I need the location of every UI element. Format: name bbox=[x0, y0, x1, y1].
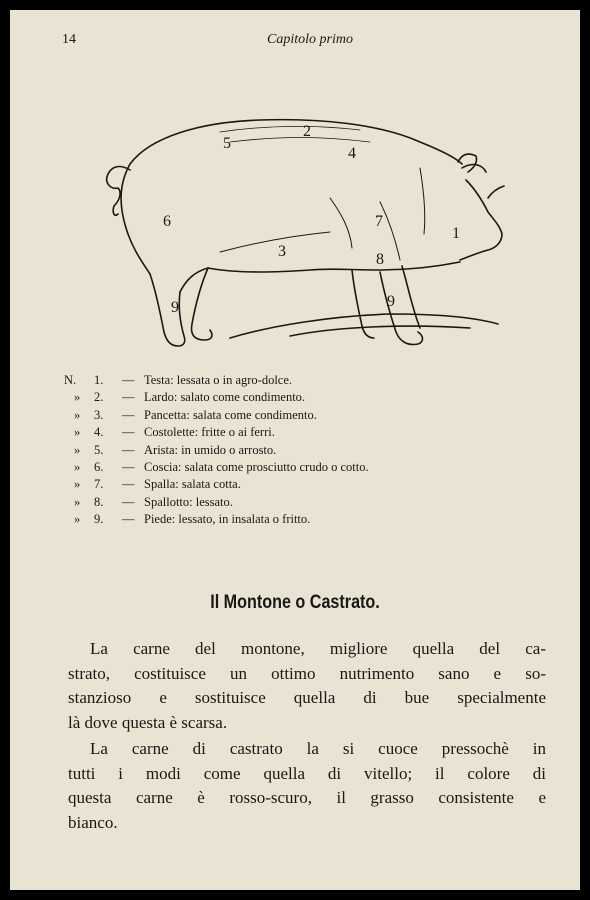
legend-number: 2. bbox=[94, 390, 104, 405]
legend-text: Coscia: salata come prosciutto crudo o cotto. bbox=[144, 460, 369, 475]
cuts-legend bbox=[64, 372, 544, 529]
page-number: 14 bbox=[62, 32, 76, 47]
legend-item bbox=[64, 442, 544, 459]
legend-item bbox=[64, 407, 544, 424]
pig-tail bbox=[107, 167, 130, 216]
legend-prefix: » bbox=[74, 425, 81, 440]
legend-item bbox=[64, 459, 544, 476]
text-line: La carne di castrato la si cuoce pressochè in bbox=[90, 739, 546, 758]
cut-label-9-front: 9 bbox=[387, 293, 395, 310]
cut-label-4: 4 bbox=[348, 145, 356, 162]
legend-text: Spalla: salata cotta. bbox=[144, 477, 241, 492]
legend-number: 4. bbox=[94, 425, 104, 440]
section-body bbox=[68, 637, 546, 835]
legend-prefix: N. bbox=[64, 373, 77, 387]
cut-label-5: 5 bbox=[223, 135, 231, 152]
book-page bbox=[10, 10, 580, 890]
legend-item bbox=[64, 511, 544, 528]
text-line: tutti i modi come quella di vitello; il colore di bbox=[68, 763, 546, 783]
pig-hind-leg bbox=[150, 274, 185, 346]
cut-label-7: 7 bbox=[375, 213, 383, 230]
legend-text: Pancetta: salata come condimento. bbox=[144, 407, 317, 422]
text-line: La carne del montone, migliore quella del ca- bbox=[90, 639, 546, 658]
legend-dash: — bbox=[122, 425, 135, 440]
cut-label-9-hind: 9 bbox=[171, 299, 179, 316]
paragraph bbox=[68, 637, 546, 735]
pig-snout bbox=[460, 180, 502, 260]
legend-dash: — bbox=[122, 494, 135, 509]
cut-label-3: 3 bbox=[278, 243, 286, 260]
text-line: stanzioso e sostituisce quella di bue specialmente bbox=[68, 688, 546, 707]
legend-text: Piede: lessato, in insalata o fritto. bbox=[144, 512, 311, 527]
legend-dash: — bbox=[122, 512, 135, 527]
legend-number: 1. bbox=[94, 373, 104, 387]
legend-item bbox=[64, 424, 544, 441]
text-line: là dove questa è scarsa. bbox=[68, 712, 228, 732]
legend-number: 8. bbox=[94, 494, 104, 509]
cut-label-6: 6 bbox=[163, 213, 171, 230]
pig-belly bbox=[208, 262, 460, 272]
legend-prefix: » bbox=[74, 442, 81, 457]
page-header bbox=[10, 22, 580, 47]
legend-dash: — bbox=[122, 460, 135, 475]
legend-text: Arista: in umido o arrosto. bbox=[144, 442, 277, 457]
legend-number: 6. bbox=[94, 460, 104, 475]
legend-dash: — bbox=[122, 373, 135, 387]
legend-item bbox=[64, 476, 544, 493]
legend-text: Testa: lessata o in agro-dolce. bbox=[144, 373, 293, 387]
legend-text: Lardo: salato come condimento. bbox=[144, 390, 306, 405]
legend-prefix: » bbox=[74, 460, 81, 475]
text-line: questa carne è rosso-scuro, il grasso consistente e bbox=[68, 788, 546, 807]
legend-item bbox=[64, 494, 544, 511]
legend-text: Costolette: fritte o ai ferri. bbox=[144, 425, 275, 440]
legend-number: 3. bbox=[94, 407, 104, 422]
ground-shadow bbox=[230, 314, 498, 338]
legend-prefix: » bbox=[74, 477, 81, 492]
legend-dash: — bbox=[122, 390, 135, 405]
legend-number: 5. bbox=[94, 442, 104, 457]
legend-item bbox=[64, 389, 544, 406]
cut-label-2: 2 bbox=[303, 123, 311, 140]
legend-prefix: » bbox=[74, 494, 81, 509]
legend-dash: — bbox=[122, 477, 135, 492]
legend-text: Spallotto: lessato. bbox=[144, 494, 233, 509]
cut-line bbox=[220, 232, 330, 252]
pig-cuts-illustration bbox=[90, 102, 510, 362]
legend-dash: — bbox=[122, 442, 135, 457]
running-head: Capitolo primo bbox=[267, 32, 353, 47]
legend-number: 7. bbox=[94, 477, 104, 492]
text-line: bianco. bbox=[68, 812, 118, 832]
legend-item bbox=[64, 372, 544, 389]
legend-prefix: » bbox=[74, 390, 81, 405]
legend-number: 9. bbox=[94, 512, 104, 527]
legend-dash: — bbox=[122, 407, 135, 422]
cut-label-8: 8 bbox=[376, 251, 384, 268]
pig-rump bbox=[121, 164, 150, 274]
section-title: Il Montone o Castrato. bbox=[210, 592, 380, 613]
cut-label-1: 1 bbox=[452, 225, 460, 242]
text-line: strato, costituisce un ottimo nutrimento sano e so- bbox=[68, 663, 546, 683]
legend-prefix: » bbox=[74, 407, 81, 422]
legend-prefix: » bbox=[74, 512, 81, 527]
cut-number-labels bbox=[163, 123, 460, 316]
pig-drawing bbox=[90, 102, 510, 362]
paragraph bbox=[68, 737, 546, 835]
